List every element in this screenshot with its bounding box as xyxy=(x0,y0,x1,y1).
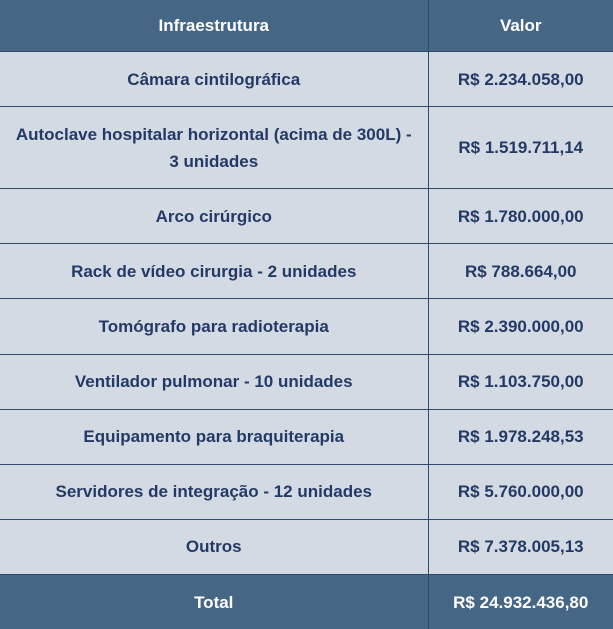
table-header xyxy=(0,0,613,52)
table-row xyxy=(0,299,613,354)
total-row xyxy=(0,575,613,629)
item-cell: Câmara cintilográfica xyxy=(0,52,428,107)
value-cell: R$ 5.760.000,00 xyxy=(428,464,613,519)
table-row xyxy=(0,107,613,189)
total-label: Total xyxy=(0,575,428,629)
table-row xyxy=(0,52,613,107)
item-cell: Equipamento para braquiterapia xyxy=(0,409,428,464)
value-cell: R$ 1.103.750,00 xyxy=(428,354,613,409)
value-cell: R$ 1.780.000,00 xyxy=(428,189,613,244)
column-header-valor: Valor xyxy=(428,0,613,52)
table-row xyxy=(0,244,613,299)
table-row xyxy=(0,189,613,244)
value-cell: R$ 2.390.000,00 xyxy=(428,299,613,354)
item-cell: Tomógrafo para radioterapia xyxy=(0,299,428,354)
column-header-infraestrutura: Infraestrutura xyxy=(0,0,428,52)
table-footer xyxy=(0,575,613,629)
table-body xyxy=(0,52,613,575)
value-cell: R$ 1.978.248,53 xyxy=(428,409,613,464)
total-value: R$ 24.932.436,80 xyxy=(428,575,613,629)
table-row xyxy=(0,519,613,574)
value-cell: R$ 788.664,00 xyxy=(428,244,613,299)
value-cell: R$ 1.519.711,14 xyxy=(428,107,613,189)
table-row xyxy=(0,354,613,409)
item-cell: Arco cirúrgico xyxy=(0,189,428,244)
item-cell: Servidores de integração - 12 unidades xyxy=(0,464,428,519)
item-cell: Outros xyxy=(0,519,428,574)
table-row xyxy=(0,464,613,519)
value-cell: R$ 7.378.005,13 xyxy=(428,519,613,574)
header-row xyxy=(0,0,613,52)
item-cell: Ventilador pulmonar - 10 unidades xyxy=(0,354,428,409)
item-cell: Rack de vídeo cirurgia - 2 unidades xyxy=(0,244,428,299)
value-cell: R$ 2.234.058,00 xyxy=(428,52,613,107)
table-row xyxy=(0,409,613,464)
item-cell: Autoclave hospitalar horizontal (acima de 300L) - 3 unidades xyxy=(0,107,428,189)
